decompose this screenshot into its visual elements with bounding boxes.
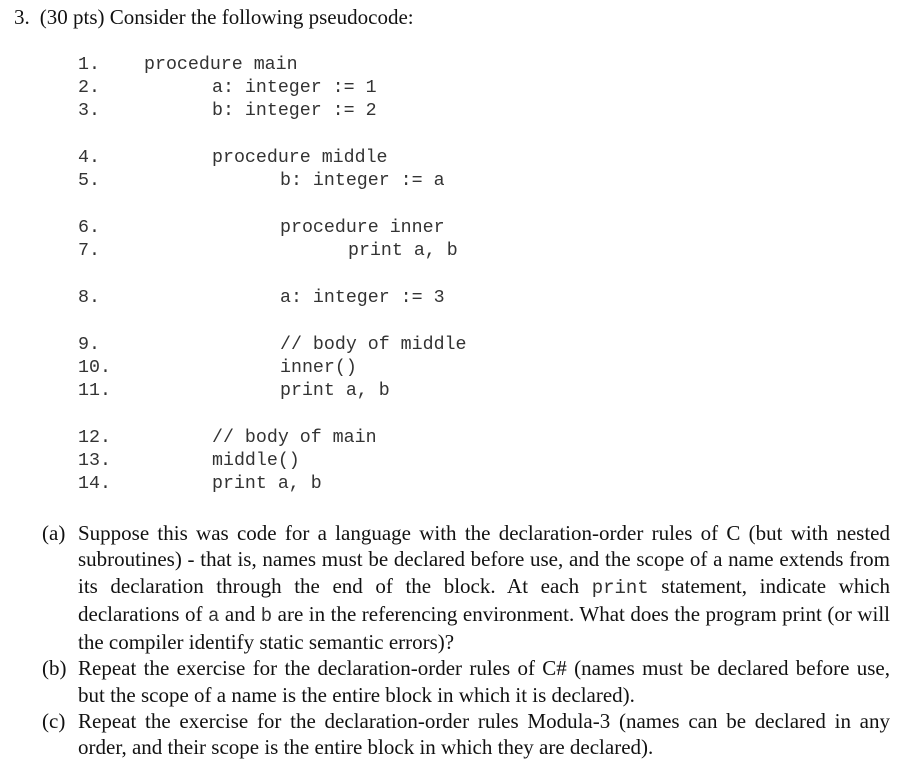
code-text: b: integer := 2 <box>212 101 377 121</box>
code-line <box>78 380 390 403</box>
part-c <box>42 708 890 761</box>
question-parts <box>42 520 890 761</box>
code-text: print a, b <box>348 241 458 261</box>
code-text: procedure inner <box>280 218 445 238</box>
line-number: 14. <box>78 474 111 494</box>
part-c-text: Repeat the exercise for the declaration-order rules Modula-3 (names can be declared in any order, and their scope is the entire block in which they are declared). <box>78 709 890 760</box>
code-line <box>78 427 377 450</box>
part-a-label: (a) <box>42 521 66 545</box>
line-number: 13. <box>78 451 111 471</box>
line-number: 8. <box>78 288 100 308</box>
code-text: print a, b <box>280 381 390 401</box>
part-a-code-print: print <box>591 576 649 599</box>
part-a-text-4: are in the referencing environment. What does the program print (or will the compiler identify static semantic errors)? <box>78 601 890 655</box>
code-text: middle() <box>212 451 300 471</box>
code-text: inner() <box>280 358 357 378</box>
line-number: 7. <box>78 241 100 261</box>
code-text: print a, b <box>212 474 322 494</box>
code-text: b: integer := a <box>280 171 445 191</box>
code-text: procedure main <box>144 55 298 75</box>
code-text: // body of main <box>212 428 377 448</box>
code-line <box>78 473 322 496</box>
part-a <box>42 520 890 655</box>
code-line <box>78 287 445 310</box>
part-b-text: Repeat the exercise for the declaration-order rules of C# (names must be declared before use, but the scope of a name is the entire block in which it is declared). <box>78 656 890 707</box>
line-number: 9. <box>78 335 100 355</box>
part-a-code-b: b <box>260 604 273 627</box>
question-heading <box>14 4 414 30</box>
line-number: 12. <box>78 428 111 448</box>
code-line <box>78 334 467 357</box>
code-text: procedure middle <box>212 148 388 168</box>
code-text: a: integer := 3 <box>280 288 445 308</box>
code-text: a: integer := 1 <box>212 78 377 98</box>
line-number: 11. <box>78 381 111 401</box>
part-a-text-2: statement, indicate which declarations of <box>78 573 890 626</box>
line-number: 3. <box>78 101 100 121</box>
code-line <box>78 100 377 123</box>
part-a-text-1: Suppose this was code for a language with the declaration-order rules of C (but with nested subroutines) - that is, names must be declared before use, and the scope of a name extends from its declaration through the end of the block. At each <box>78 521 890 598</box>
part-a-text-3: and <box>219 601 261 626</box>
code-line <box>78 147 388 170</box>
code-line <box>78 217 445 240</box>
code-line <box>78 240 458 263</box>
code-line <box>78 77 377 100</box>
code-text: // body of middle <box>280 335 467 355</box>
pseudocode-block <box>78 54 467 496</box>
part-c-label: (c) <box>42 709 66 734</box>
question-number: 3. <box>14 5 30 29</box>
line-number: 2. <box>78 78 100 98</box>
line-number: 4. <box>78 148 100 168</box>
code-line <box>78 357 357 380</box>
code-line <box>78 54 298 77</box>
line-number: 1. <box>78 55 100 75</box>
line-number: 10. <box>78 358 111 378</box>
line-number: 5. <box>78 171 100 191</box>
part-a-code-a: a <box>207 604 220 627</box>
part-b <box>42 655 890 708</box>
part-b-label: (b) <box>42 656 67 681</box>
code-line <box>78 450 300 473</box>
line-number: 6. <box>78 218 100 238</box>
code-line <box>78 170 445 193</box>
question-text: (30 pts) Consider the following pseudocode: <box>39 5 414 29</box>
